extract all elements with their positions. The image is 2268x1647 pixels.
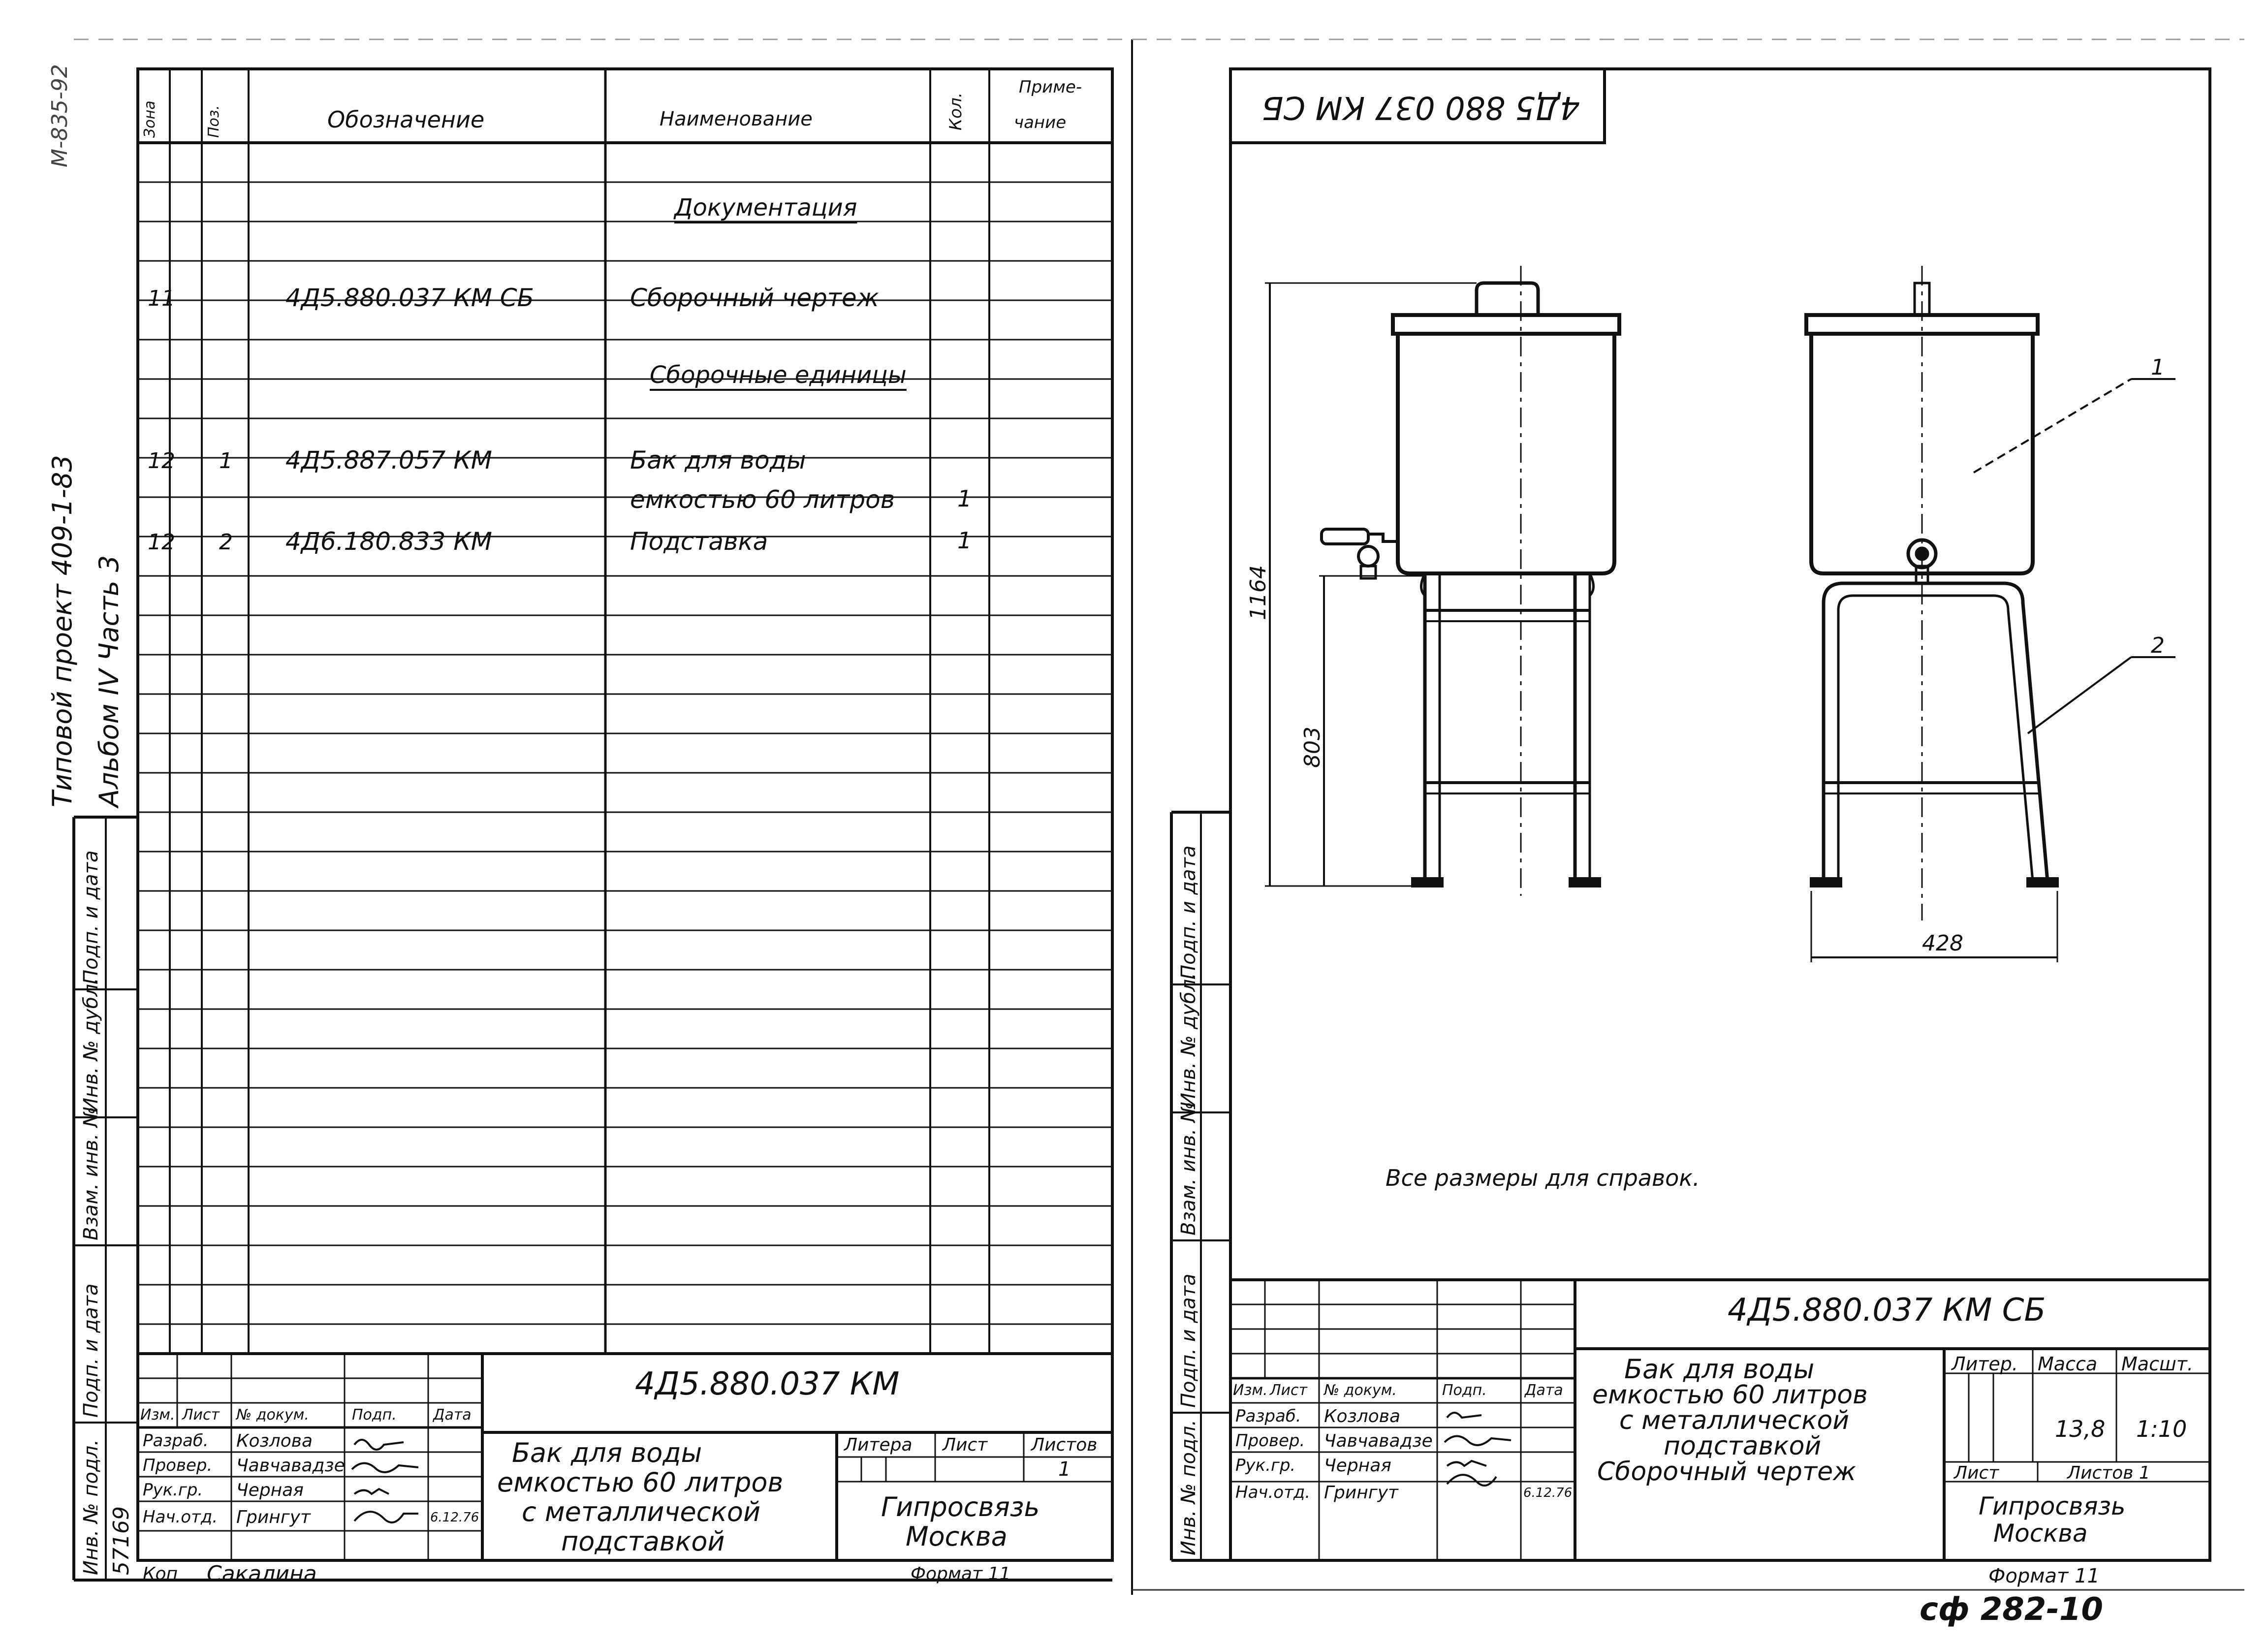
left-tb-sheets: Листов xyxy=(1031,1435,1098,1455)
row4-qty: 1 xyxy=(957,527,972,554)
front-view xyxy=(1265,266,1619,896)
header-name: Наименование xyxy=(660,108,813,130)
left-tb-role-4: Нач.отд. xyxy=(143,1507,218,1527)
r-stamp-inv-podl: Инв. № подл. xyxy=(1177,1420,1200,1555)
inv-number-value: 57169 xyxy=(109,1506,134,1575)
left-tb-sheets-value: 1 xyxy=(1058,1458,1071,1481)
callout-2: 2 xyxy=(2151,633,2165,658)
right-tb-role-1: Разраб. xyxy=(1235,1406,1301,1426)
left-tb-title-4: подставкой xyxy=(561,1526,725,1557)
left-tb-designation: 4Д5.880.037 КМ xyxy=(635,1366,900,1402)
right-tb-h-doc: № докум. xyxy=(1324,1382,1397,1399)
header-note-1: Приме- xyxy=(1019,77,1082,97)
header-note-2: чание xyxy=(1014,113,1067,132)
left-tb-h-sign: Подп. xyxy=(352,1406,397,1424)
row3-name: емкостью 60 литров xyxy=(630,485,895,514)
right-tb-org-1: Гипросвязь xyxy=(1979,1492,2126,1520)
archive-code: сф 282-10 xyxy=(1920,1591,2103,1628)
row1-name: Сборочный чертеж xyxy=(630,284,879,312)
corner-stamp: 4Д5 880 037 КМ СБ xyxy=(1261,89,1580,126)
left-tb-role-2: Провер. xyxy=(143,1456,213,1475)
dim-height-stand: 803 xyxy=(1300,727,1325,768)
left-sheet-frame xyxy=(138,69,1112,1560)
r-stamp-sign-date-1: Подп. и дата xyxy=(1177,845,1200,980)
left-tb-sheet: Лист xyxy=(943,1435,988,1455)
section-documentation: Документация xyxy=(674,194,857,222)
row3-qty: 1 xyxy=(957,485,972,512)
left-tb-role-1: Разраб. xyxy=(143,1431,209,1451)
left-tb-title-3: с металлической xyxy=(522,1496,761,1527)
copied-by: Сакалина xyxy=(207,1561,317,1586)
section-assembly-units: Сборочные единицы xyxy=(650,361,907,389)
left-tb-name-3: Черная xyxy=(236,1480,304,1500)
right-tb-title-5: Сборочный чертеж xyxy=(1597,1457,1856,1487)
stamp-inv-dubl: Инв. № дубл. xyxy=(80,978,102,1112)
left-tb-h-list: Лист xyxy=(182,1406,220,1424)
project-title-line1: Типовой проект 409-1-83 xyxy=(47,455,78,807)
row2-pos: 1 xyxy=(219,448,233,474)
left-tb-name-1: Козлова xyxy=(236,1431,313,1451)
left-tb-title-2: емкостью 60 литров xyxy=(497,1467,784,1498)
right-tb-date: 6.12.76 xyxy=(1523,1486,1573,1500)
r-stamp-inv-dubl: Инв. № дубл. xyxy=(1177,973,1200,1108)
left-tb-h-izm: Изм. xyxy=(140,1406,175,1424)
right-tb-title-4: подставкой xyxy=(1664,1431,1822,1461)
right-tb-sheets: Листов 1 xyxy=(2067,1463,2150,1483)
left-tb-name-2: Чавчавадзе xyxy=(236,1456,345,1476)
right-tb-org-2: Москва xyxy=(1993,1519,2088,1548)
right-tb-h-list: Лист xyxy=(1270,1382,1308,1399)
stamp-sign-date-1: Подп. и дата xyxy=(80,850,102,984)
right-tb-designation: 4Д5.880.037 КМ СБ xyxy=(1728,1292,2046,1329)
r-stamp-vzam-inv: Взам. инв. № xyxy=(1177,1102,1200,1235)
row4-format: 12 xyxy=(148,530,175,555)
left-tb-title-1: Бак для воды xyxy=(512,1437,702,1468)
left-tb-signatures xyxy=(345,1427,428,1531)
dim-width: 428 xyxy=(1922,931,1963,956)
left-tb-role-3: Рук.гр. xyxy=(143,1480,203,1500)
stamp-inv-podl: Инв. № подл. xyxy=(80,1439,102,1575)
left-tb-h-doc: № докум. xyxy=(236,1406,309,1424)
row2-name: Бак для воды xyxy=(630,446,806,475)
right-tb-name-4: Грингут xyxy=(1324,1483,1399,1503)
right-tb-litera: Литер. xyxy=(1952,1353,2018,1375)
right-tb-role-2: Провер. xyxy=(1235,1431,1305,1451)
left-tb-name-4: Грингут xyxy=(236,1507,311,1527)
left-tb-org-2: Москва xyxy=(906,1521,1008,1552)
right-tb-h-izm: Изм. xyxy=(1233,1382,1268,1399)
right-tb-scale-value: 1:10 xyxy=(2136,1416,2187,1442)
right-sheet-frame xyxy=(1230,69,2210,1560)
header-qty: Кол. xyxy=(946,92,966,130)
row4-designation: 4Д6.180.833 КМ xyxy=(285,527,492,556)
stamp-sign-date-2: Подп. и дата xyxy=(80,1283,102,1418)
right-tb-scale: Масшт. xyxy=(2121,1353,2193,1375)
dim-height-total: 1164 xyxy=(1246,565,1271,620)
stamp-vzam-inv: Взам. инв. № xyxy=(80,1107,102,1240)
right-tb-title-3: с металлической xyxy=(1619,1406,1850,1435)
right-tb-signatures xyxy=(1437,1403,1521,1487)
right-tb-title-1: Бак для воды xyxy=(1624,1354,1815,1385)
right-tb-role-3: Рук.гр. xyxy=(1235,1456,1296,1475)
header-format: Зона xyxy=(141,100,158,138)
copied-label: Коп xyxy=(143,1564,178,1584)
header-pos: Поз. xyxy=(205,105,222,138)
right-tb-name-3: Черная xyxy=(1324,1456,1391,1476)
right-tb-sheet: Лист xyxy=(1954,1463,1999,1483)
right-tb-mass: Масса xyxy=(2038,1353,2098,1375)
row1-designation: 4Д5.880.037 КМ СБ xyxy=(285,284,534,312)
r-stamp-sign-date-2: Подп. и дата xyxy=(1177,1273,1200,1408)
row2-format: 12 xyxy=(148,448,175,474)
right-tb-name-2: Чавчавадзе xyxy=(1324,1431,1433,1451)
right-tb-h-sign: Подп. xyxy=(1442,1382,1487,1399)
project-title-line2: Альбом IV Часть 3 xyxy=(94,555,125,807)
left-tb-date: 6.12.76 xyxy=(430,1510,479,1525)
header-designation: Обозначение xyxy=(327,106,485,133)
side-view xyxy=(1806,266,2175,962)
left-tb-h-date: Дата xyxy=(433,1406,472,1424)
right-tb-role-4: Нач.отд. xyxy=(1235,1483,1311,1502)
right-tb-h-date: Дата xyxy=(1525,1382,1563,1399)
left-format: Формат 11 xyxy=(911,1564,1011,1584)
row1-format: 11 xyxy=(148,286,175,311)
callout-1: 1 xyxy=(2151,355,2165,380)
left-tb-litera: Литера xyxy=(844,1435,913,1455)
right-tb-mass-value: 13,8 xyxy=(2055,1416,2106,1442)
row2-designation: 4Д5.887.057 КМ xyxy=(285,446,492,475)
right-tb-name-1: Козлова xyxy=(1324,1406,1401,1426)
row4-pos: 2 xyxy=(219,530,233,555)
row4-name: Подставка xyxy=(630,527,768,556)
archive-number: М-835-92 xyxy=(47,64,72,167)
note-dimensions: Все размеры для справок. xyxy=(1386,1165,1700,1191)
right-format: Формат 11 xyxy=(1988,1565,2100,1587)
left-tb-org-1: Гипросвязь xyxy=(881,1491,1040,1522)
right-tb-title-2: емкостью 60 литров xyxy=(1592,1380,1868,1410)
